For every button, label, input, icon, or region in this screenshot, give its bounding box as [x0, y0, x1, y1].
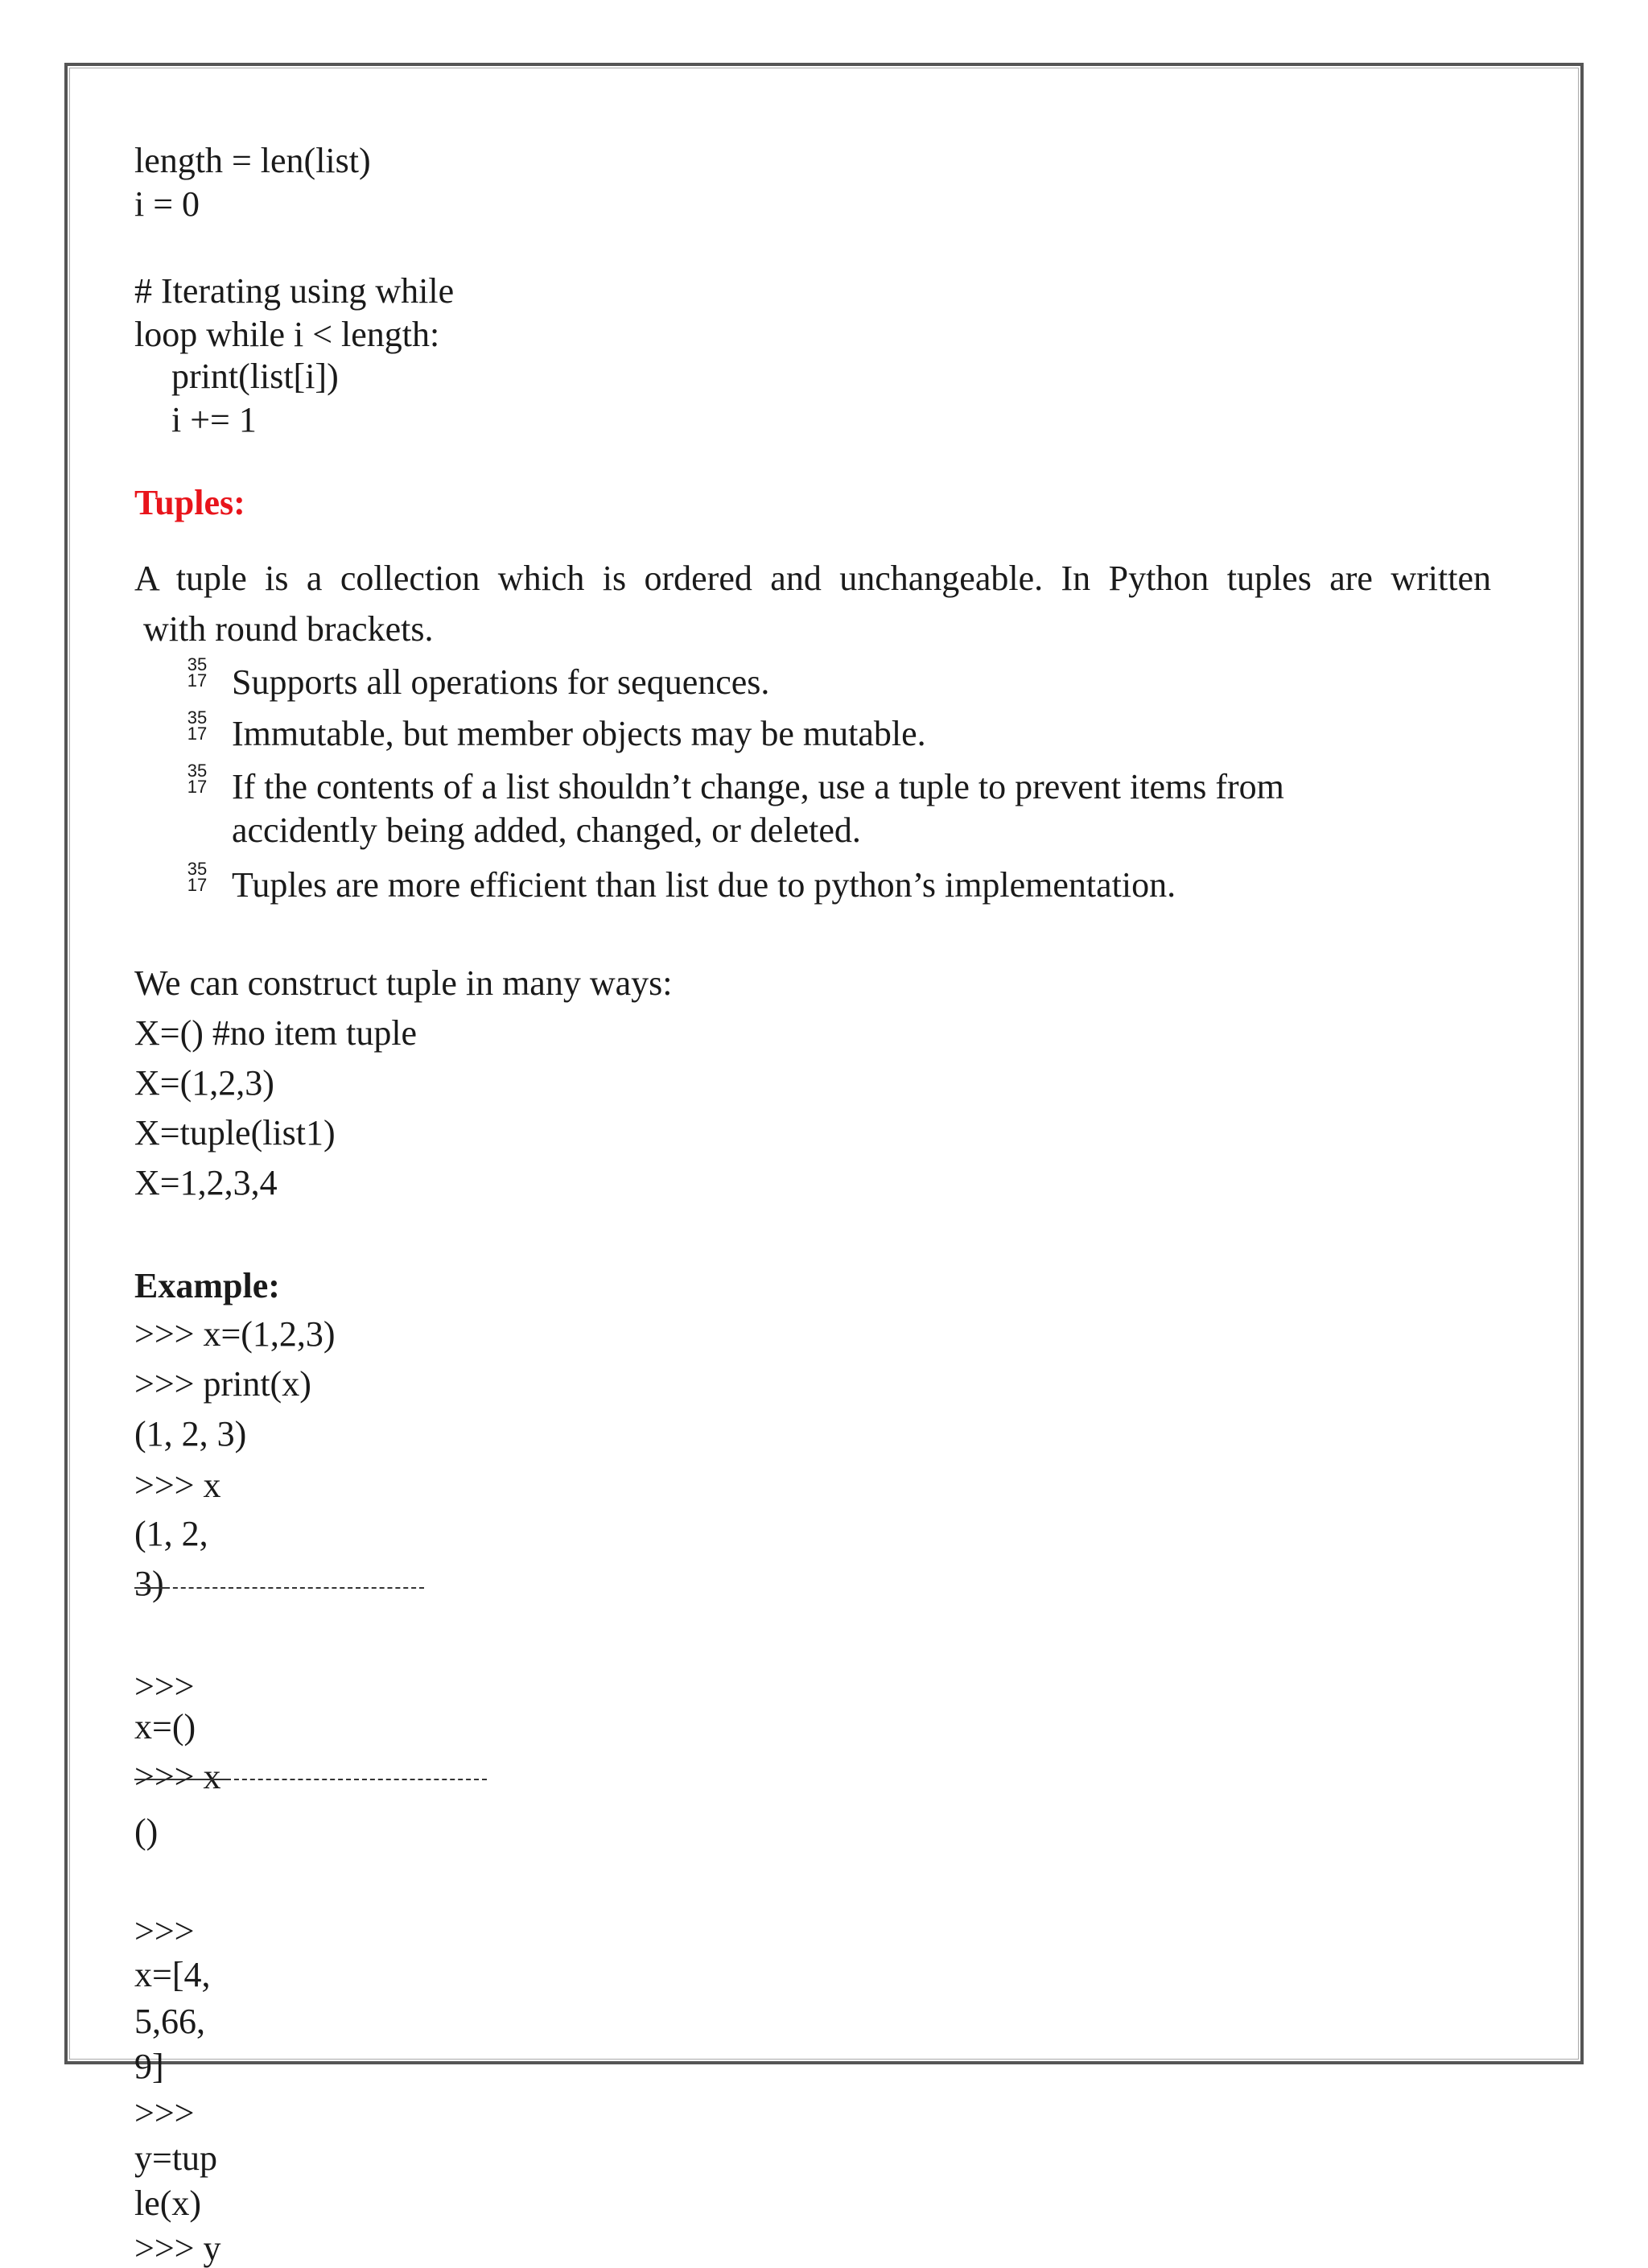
example-line: le(x) — [134, 2183, 202, 2223]
example-line: >>> x — [134, 1757, 221, 1796]
example-line: 9] — [134, 2047, 164, 2086]
example-line: (1, 2, 3) — [134, 1414, 247, 1454]
example-line: x=[4, — [134, 1955, 211, 1994]
example-line: x=() — [134, 1707, 196, 1746]
tuples-intro-line-2: with round brackets. — [143, 609, 434, 649]
construct-intro: We can construct tuple in many ways: — [134, 963, 673, 1003]
construct-literal: X=(1,2,3) — [134, 1063, 274, 1103]
bullet-icon: 35 17 — [187, 761, 208, 797]
example-heading: Example: — [134, 1266, 280, 1305]
bullet-icon: 35 17 — [187, 859, 208, 895]
example-line: (1, 2, — [134, 1514, 208, 1553]
example-line: 5,66, — [134, 2002, 205, 2041]
strike-line — [134, 1779, 226, 1780]
code-line-increment: i += 1 — [171, 400, 257, 439]
example-line: >>> — [134, 1911, 195, 1951]
example-line: 3) — [134, 1564, 164, 1603]
code-line-length: length = len(list) — [134, 141, 371, 180]
example-line: >>> y — [134, 2229, 221, 2268]
construct-packing: X=1,2,3,4 — [134, 1163, 278, 1202]
dashed-rule — [165, 1587, 424, 1589]
code-line-while: loop while i < length: — [134, 315, 440, 354]
construct-from-list: X=tuple(list1) — [134, 1113, 336, 1153]
bullet-item: Supports all operations for sequences. — [232, 662, 770, 702]
example-line: >>> — [134, 2093, 195, 2133]
bullet-item: Immutable, but member objects may be mutable. — [232, 714, 926, 753]
section-heading-tuples: Tuples: — [134, 483, 245, 522]
dashed-rule — [226, 1779, 487, 1780]
bullet-item: Tuples are more efficient than list due to python’s implementation. — [232, 865, 1176, 905]
example-line: >>> print(x) — [134, 1364, 311, 1404]
bullet-item: If the contents of a list shouldn’t change, use a tuple to prevent items from — [232, 767, 1284, 806]
example-line: () — [134, 1812, 159, 1851]
example-line: >>> x — [134, 1466, 221, 1505]
bullet-icon: 35 17 — [187, 707, 208, 744]
bullet-item-continuation: accidently being added, changed, or deleted. — [232, 810, 861, 850]
strike-line — [134, 1587, 165, 1589]
construct-empty: X=() #no item tuple — [134, 1013, 418, 1053]
example-line: >>> — [134, 1667, 195, 1706]
code-line-init: i = 0 — [134, 184, 200, 224]
code-line-print: print(list[i]) — [171, 357, 339, 396]
tuples-intro-line-1: A tuple is a collection which is ordered and unchangeable. In Python tuples are written — [134, 559, 1491, 598]
example-line: >>> x=(1,2,3) — [134, 1314, 336, 1354]
example-line: y=tup — [134, 2138, 218, 2178]
code-comment-while: # Iterating using while — [134, 271, 455, 311]
bullet-icon: 35 17 — [187, 654, 208, 691]
